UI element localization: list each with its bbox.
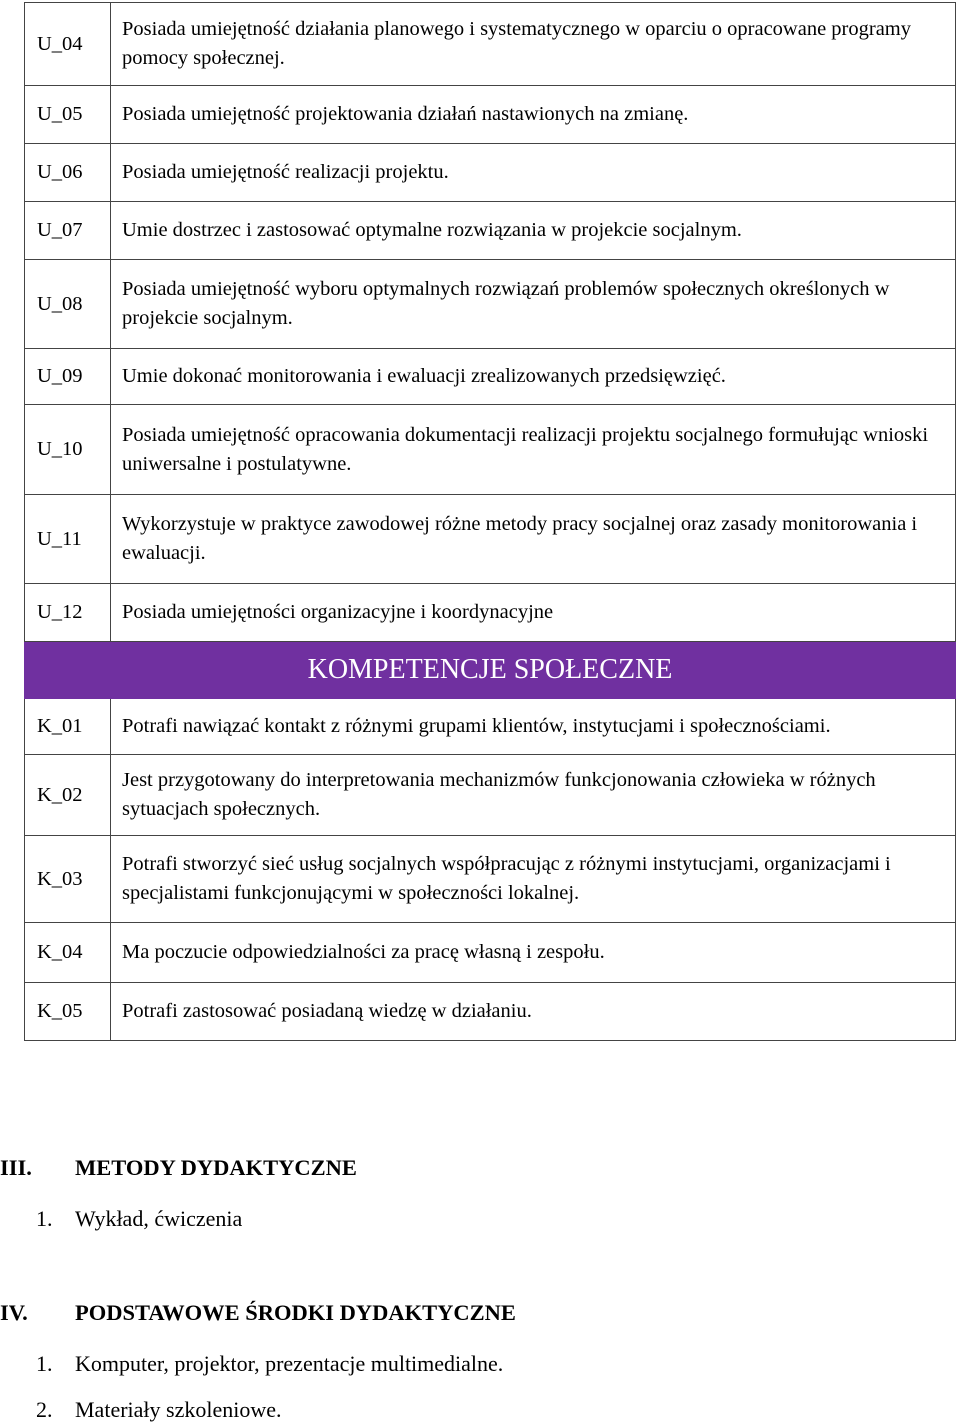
outcome-description: Posiada umiejętność wyboru optymalnych rozwiązań problemów społecznych określonych w projekcie socjalnym. (111, 260, 956, 349)
outcome-code: K_05 (25, 983, 111, 1041)
table-row (25, 983, 956, 1041)
outcome-code: K_01 (25, 699, 111, 755)
table-row (25, 202, 956, 260)
table-row (25, 755, 956, 836)
table-row (25, 923, 956, 983)
outcome-description: Posiada umiejętność realizacji projektu. (111, 144, 956, 202)
outcome-description: Posiada umiejętności organizacyjne i koordynacyjne (111, 584, 956, 642)
outcome-code: U_07 (25, 202, 111, 260)
outcome-code: U_12 (25, 584, 111, 642)
outcome-code: U_10 (25, 405, 111, 495)
outcome-code: K_02 (25, 755, 111, 836)
table-row (25, 260, 956, 349)
list-text: Komputer, projektor, prezentacje multimedialne. (75, 1351, 504, 1376)
section-heading-teaching-aids (0, 1300, 960, 1330)
outcome-description: Wykorzystuje w praktyce zawodowej różne metody pracy socjalnej oraz zasady monitorowania i ewaluacji. (111, 495, 956, 584)
outcome-description: Posiada umiejętność projektowania działań nastawionych na zmianę. (111, 86, 956, 144)
outcome-description: Posiada umiejętność opracowania dokumentacji realizacji projektu socjalnego formułując wnioski uniwersalne i postulatywne. (111, 405, 956, 495)
outcome-code: U_05 (25, 86, 111, 144)
outcome-code: U_04 (25, 3, 111, 86)
section-title: METODY DYDAKTYCZNE (75, 1155, 357, 1180)
outcome-description: Potrafi zastosować posiadaną wiedzę w działaniu. (111, 983, 956, 1041)
list-index: 2. (36, 1397, 53, 1422)
section-heading-teaching-methods (0, 1155, 960, 1185)
outcome-description: Posiada umiejętność działania planowego i systematycznego w oparciu o opracowane programy pomocy społecznej. (111, 3, 956, 86)
outcome-code: K_03 (25, 836, 111, 923)
outcome-code: U_11 (25, 495, 111, 584)
outcome-code: K_04 (25, 923, 111, 983)
list-text: Materiały szkoleniowe. (75, 1397, 282, 1422)
outcome-description: Umie dokonać monitorowania i ewaluacji zrealizowanych przedsięwzięć. (111, 349, 956, 405)
section-header-row (25, 642, 956, 699)
learning-outcomes-table (24, 2, 956, 1041)
outcome-description: Potrafi nawiązać kontakt z różnymi grupami klientów, instytucjami i społecznościami. (111, 699, 956, 755)
outcome-code: U_06 (25, 144, 111, 202)
table-row (25, 144, 956, 202)
section-header-social-competences: KOMPETENCJE SPOŁECZNE (25, 642, 956, 699)
outcome-description: Potrafi stworzyć sieć usług socjalnych współpracując z różnymi instytucjami, organizacjami i specjalistami funkcjonującymi w społeczności lokalnej. (111, 836, 956, 923)
outcome-code: U_08 (25, 260, 111, 349)
section-title: PODSTAWOWE ŚRODKI DYDAKTYCZNE (75, 1300, 516, 1325)
table-row (25, 495, 956, 584)
table-row (25, 699, 956, 755)
section-number: IV. (0, 1300, 28, 1325)
table-row (25, 405, 956, 495)
outcome-description: Ma poczucie odpowiedzialności za pracę własną i zespołu. (111, 923, 956, 983)
table-row (25, 3, 956, 86)
table-row (25, 836, 956, 923)
outcome-description: Umie dostrzec i zastosować optymalne rozwiązania w projekcie socjalnym. (111, 202, 956, 260)
outcome-code: U_09 (25, 349, 111, 405)
table-row (25, 349, 956, 405)
outcome-description: Jest przygotowany do interpretowania mechanizmów funkcjonowania człowieka w różnych sytuacjach społecznych. (111, 755, 956, 836)
table-row (25, 86, 956, 144)
list-index: 1. (36, 1351, 53, 1376)
section-number: III. (0, 1155, 32, 1180)
list-index: 1. (36, 1206, 53, 1231)
list-text: Wykład, ćwiczenia (75, 1206, 243, 1231)
table-row (25, 584, 956, 642)
